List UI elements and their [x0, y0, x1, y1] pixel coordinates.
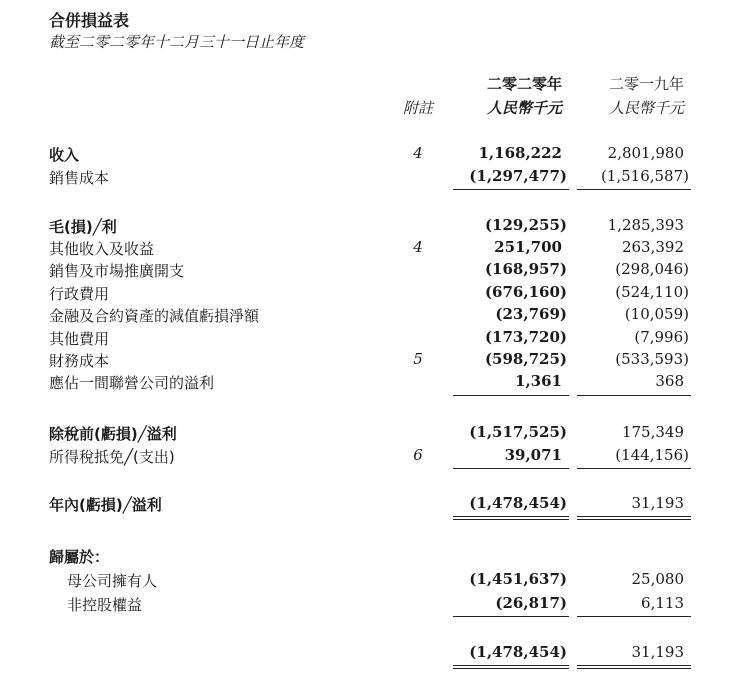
value-2019: 31,193 [631, 643, 684, 661]
row-label: 歸屬於： [49, 548, 110, 566]
row-other-expenses [0, 328, 734, 350]
subtotal-line-2019 [577, 189, 691, 190]
subtotal-line-2019 [577, 616, 691, 617]
row-loss-profit-for-year [0, 494, 734, 516]
row-label: 收入 [49, 146, 80, 164]
value-2020: 1,168,222 [478, 144, 562, 162]
row-gross-loss-profit [0, 216, 734, 238]
row-label: 除稅前(虧損)╱溢利 [49, 425, 177, 443]
value-2019: (533,593) [615, 350, 689, 368]
double-underline-2020 [453, 668, 569, 669]
value-2019: 6,113 [641, 594, 684, 612]
double-underline-2019 [577, 665, 691, 666]
row-other-income [0, 238, 734, 260]
value-2020: (1,478,454) [469, 643, 567, 661]
row-attributable-to [0, 546, 734, 568]
row-label: 行政費用 [49, 285, 110, 303]
value-2020: (676,160) [484, 283, 567, 301]
row-label: 其他費用 [49, 330, 110, 348]
note-column-header: 附註 [402, 99, 433, 117]
row-label: 毛(損)╱利 [49, 218, 117, 236]
value-2019: (298,046) [615, 260, 689, 278]
row-label: 金融及合約資產的減值虧損淨額 [49, 307, 260, 325]
row-label: 所得稅抵免╱(支出) [49, 448, 175, 466]
value-2019: 175,349 [621, 423, 684, 441]
row-total-attributable [0, 643, 734, 665]
currency-2019-header: 人民幣千元 [608, 99, 684, 117]
row-label: 母公司擁有人 [67, 572, 158, 590]
row-note: 6 [413, 446, 423, 464]
value-2019: (524,110) [615, 283, 689, 301]
value-2020: 251,700 [494, 238, 562, 256]
row-admin-expenses [0, 283, 734, 305]
row-finance-costs [0, 350, 734, 372]
row-selling-expenses [0, 260, 734, 282]
value-2020: (168,957) [484, 260, 567, 278]
subtotal-line-2019 [577, 468, 691, 469]
value-2020: (598,725) [484, 350, 567, 368]
row-income-tax [0, 446, 734, 468]
double-underline-2019 [577, 519, 691, 520]
double-underline-2019 [577, 668, 691, 669]
value-2019: (10,059) [624, 305, 689, 323]
value-2020: (23,769) [495, 305, 567, 323]
value-2020: (26,817) [495, 594, 567, 612]
value-2019: (144,156) [615, 446, 689, 464]
value-2020: 39,071 [504, 446, 562, 464]
value-2020: (1,297,477) [469, 167, 567, 185]
statement-period: 截至二零二零年十二月三十一日止年度 [49, 33, 305, 51]
row-label: 銷售及市場推廣開支 [49, 262, 185, 280]
value-2020: (1,478,454) [469, 494, 567, 512]
value-2020: (129,255) [484, 216, 567, 234]
value-2020: (1,451,637) [469, 570, 567, 588]
value-2020: (1,517,525) [469, 423, 567, 441]
row-note: 5 [413, 350, 423, 368]
value-2019: (7,996) [634, 328, 689, 346]
value-2019: 263,392 [621, 238, 684, 256]
row-note: 4 [413, 238, 423, 256]
value-2019: 2,801,980 [607, 144, 684, 162]
double-underline-2020 [453, 519, 569, 520]
value-2019: (1,516,587) [600, 167, 689, 185]
row-revenue [0, 144, 734, 166]
row-owners-of-parent [0, 570, 734, 592]
subtotal-line-2019 [577, 395, 691, 396]
row-impairment-losses [0, 305, 734, 327]
year-2019-header: 二零一九年 [608, 75, 684, 93]
value-2019: 1,285,393 [607, 216, 684, 234]
row-share-of-associate [0, 372, 734, 394]
row-cost-of-sales [0, 167, 734, 189]
subtotal-line-2020 [453, 616, 569, 617]
row-note: 4 [413, 144, 423, 162]
double-underline-2020 [453, 665, 569, 666]
year-2020-header: 二零二零年 [486, 75, 562, 93]
row-label: 財務成本 [49, 352, 110, 370]
value-2020: 1,361 [515, 372, 562, 390]
row-label: 銷售成本 [49, 169, 110, 187]
row-label: 應佔一間聯營公司的溢利 [49, 374, 215, 392]
currency-2020-header: 人民幣千元 [486, 99, 562, 117]
value-2020: (173,720) [484, 328, 567, 346]
subtotal-line-2020 [453, 189, 569, 190]
statement-title: 合併損益表 [49, 11, 130, 30]
value-2019: 31,193 [631, 494, 684, 512]
double-underline-2019 [577, 516, 691, 517]
row-non-controlling-interests [0, 594, 734, 616]
row-label: 非控股權益 [67, 596, 143, 614]
double-underline-2020 [453, 516, 569, 517]
row-label: 年內(虧損)╱溢利 [49, 496, 162, 514]
subtotal-line-2020 [453, 468, 569, 469]
row-label: 其他收入及收益 [49, 240, 155, 258]
row-profit-before-tax [0, 423, 734, 445]
value-2019: 25,080 [631, 570, 684, 588]
value-2019: 368 [655, 372, 684, 390]
subtotal-line-2020 [453, 395, 569, 396]
